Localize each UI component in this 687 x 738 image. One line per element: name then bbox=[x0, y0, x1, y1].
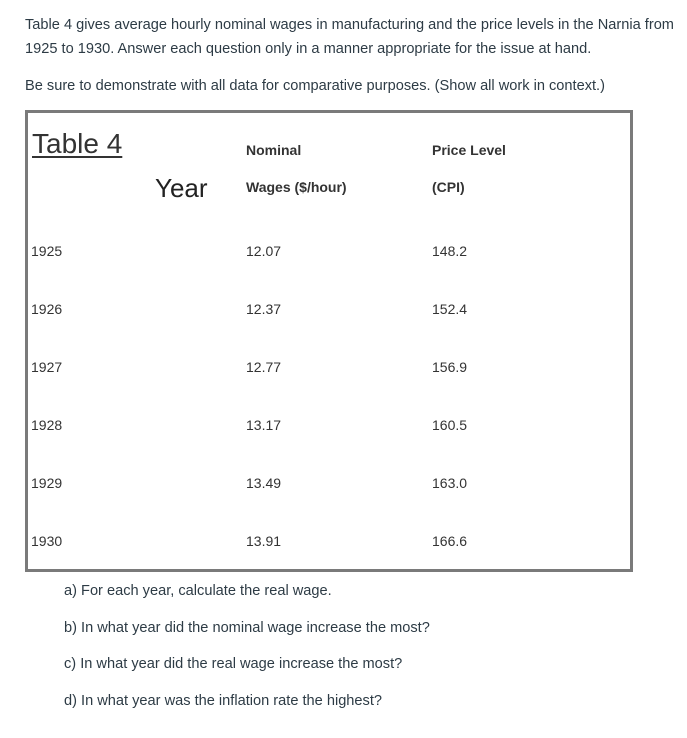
table-row-wage: 13.91 bbox=[246, 533, 282, 549]
table-row-cpi: 152.4 bbox=[432, 301, 468, 317]
price-header-line-1: Price Level bbox=[432, 142, 506, 158]
table-row-cpi: 148.2 bbox=[432, 243, 468, 259]
question-d: d) In what year was the inflation rate the highest? bbox=[64, 693, 383, 709]
wage-header-line-2: Wages ($/hour) bbox=[246, 179, 347, 195]
question-c: c) In what year did the real wage increase the most? bbox=[64, 656, 403, 672]
instructions-paragraph-1: Table 4 gives average hourly nominal wages in manufacturing and the price levels in the Narnia from 1925 to 1930. Answer each question only in a manner appropriate for the issue at hand. bbox=[25, 17, 674, 57]
table-row-wage: 13.17 bbox=[246, 417, 282, 433]
price-header-line-2: (CPI) bbox=[432, 179, 465, 195]
table-row-year: 1929 bbox=[31, 475, 63, 491]
year-column-header: Year bbox=[155, 173, 208, 203]
table-row-year: 1925 bbox=[31, 243, 63, 259]
wage-price-table bbox=[25, 110, 633, 572]
question-a: a) For each year, calculate the real wage. bbox=[64, 583, 332, 599]
table-row-cpi: 166.6 bbox=[432, 533, 468, 549]
table-row-year: 1930 bbox=[31, 533, 63, 549]
table-row-wage: 12.07 bbox=[246, 243, 282, 259]
table-row-wage: 13.49 bbox=[246, 475, 282, 491]
instructions bbox=[25, 13, 685, 98]
table-row-cpi: 163.0 bbox=[432, 475, 468, 491]
table-row-wage: 12.37 bbox=[246, 301, 282, 317]
table-row-year: 1927 bbox=[31, 359, 63, 375]
table-row-cpi: 156.9 bbox=[432, 359, 468, 375]
table-row-wage: 12.77 bbox=[246, 359, 282, 375]
table-title: Table 4 bbox=[32, 128, 123, 159]
instructions-paragraph-2: Be sure to demonstrate with all data for comparative purposes. (Show all work in context.) bbox=[25, 78, 605, 94]
wage-header-line-1: Nominal bbox=[246, 142, 302, 158]
table-row-cpi: 160.5 bbox=[432, 417, 468, 433]
question-b: b) In what year did the nominal wage increase the most? bbox=[64, 620, 430, 636]
table-row-year: 1928 bbox=[31, 417, 63, 433]
table-row-year: 1926 bbox=[31, 301, 63, 317]
